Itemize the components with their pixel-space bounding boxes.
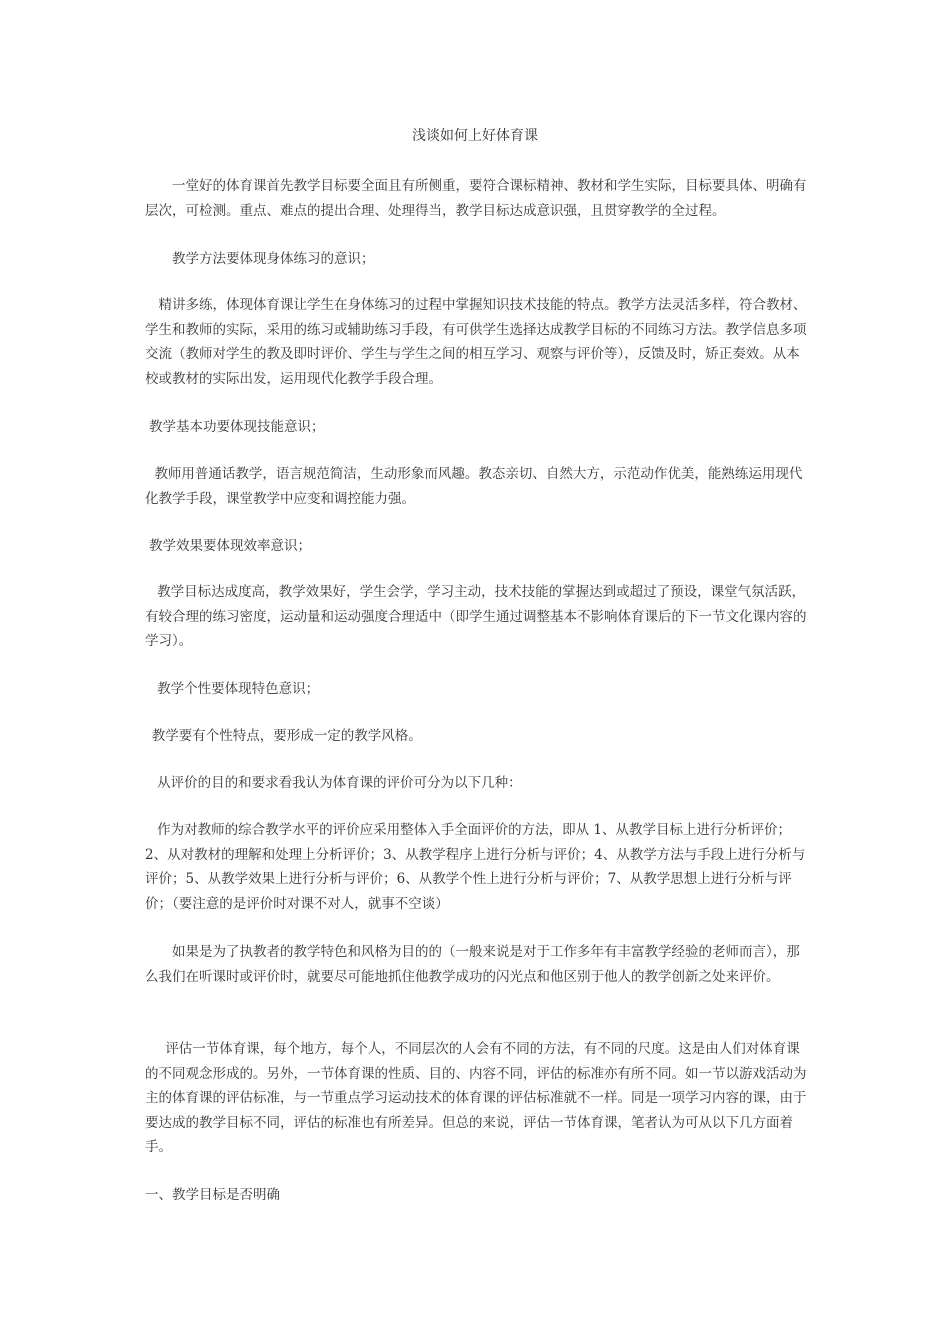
paragraph-12: 如果是为了执教者的教学特色和风格为目的的（一般来说是对于工作多年有丰富教学经验的老师而言），那么我们在听课时或评价时，就要尽可能地抓住他教学成功的闪光点和他区别于他人的教学创新之处来评价。 [145, 944, 800, 985]
paragraph-9: 教学要有个性特点，要形成一定的教学风格。 [151, 728, 422, 744]
paragraph-2: 教学方法要体现身体练习的意识； [172, 251, 375, 267]
paragraph-1: 一堂好的体育课首先教学目标要全面且有所侧重，要符合课标精神、教材和学生实际，目标要具体、明确有层次，可检测。重点、难点的提出合理、处理得当，教学目标达成意识强，且贯穿教学的全过程。 [145, 178, 807, 219]
paragraph-13: 评估一节体育课，每个地方，每个人，不同层次的人会有不同的方法，有不同的尺度。这是由人们对体育课的不同观念形成的。另外，一节体育课的性质、目的、内容不同，评估的标准亦有所不同。如一节以游戏活动为主的体育课的评估标准，与一节重点学习运动技术的体育课的评估标准就不一样。同是一项学习内容的课，由于要达成的教学目标不同，评估的标准也有所差异。但总的来说，评估一节体育课，笔者认为可从以下几方面着手。 [145, 1041, 807, 1155]
paragraph-7: 教学目标达成度高，教学效果好，学生会学，学习主动，技术技能的掌握达到或超过了预设，课堂气氛活跃，有较合理的练习密度，运动量和运动强度合理适中（即学生通过调整基本不影响体育课后的下一节文化课内容的学习）。 [145, 584, 807, 649]
paragraph-4: 教学基本功要体现技能意识； [149, 419, 325, 435]
paragraph-3: 精讲多练，体现体育课让学生在身体练习的过程中掌握知识技术技能的特点。教学方法灵活多样，符合教材、学生和教师的实际，采用的练习或辅助练习手段，有可供学生选择达成教学目标的不同练习方法。教学信息多项交流（教师对学生的教及即时评价、学生与学生之间的相互学习、观察与评价等），反馈及时，矫正奏效。从本校或教材的实际出发，运用现代化教学手段合理。 [145, 297, 807, 387]
paragraph-8: 教学个性要体现特色意识； [157, 681, 320, 697]
paragraph-11: 作为对教师的综合教学水平的评价应采用整体入手全面评价的方法，即从 1、从教学目标上进行分析评价；2、从对教材的理解和处理上分析评价；3、从教学程序上进行分析与评价；4、从教学方法与手段上进行分析与评价；5、从教学效果上进行分析与评价；6、从教学个性上进行分析与评价；7、从教学思想上进行分析与评价；（要注意的是评价时对课不对人，就事不空谈） [145, 822, 806, 912]
paragraph-10: 从评价的目的和要求看我认为体育课的评价可分为以下几种： [157, 775, 522, 791]
paragraph-5: 教师用普通话教学，语言规范简洁，生动形象而风趣。教态亲切、自然大方，示范动作优美，能熟练运用现代化教学手段，课堂教学中应变和调控能力强。 [145, 466, 803, 507]
paragraph-6: 教学效果要体现效率意识； [149, 538, 312, 554]
document-title: 浅谈如何上好体育课 [412, 128, 538, 144]
section-heading: 一、教学目标是否明确 [145, 1187, 280, 1203]
